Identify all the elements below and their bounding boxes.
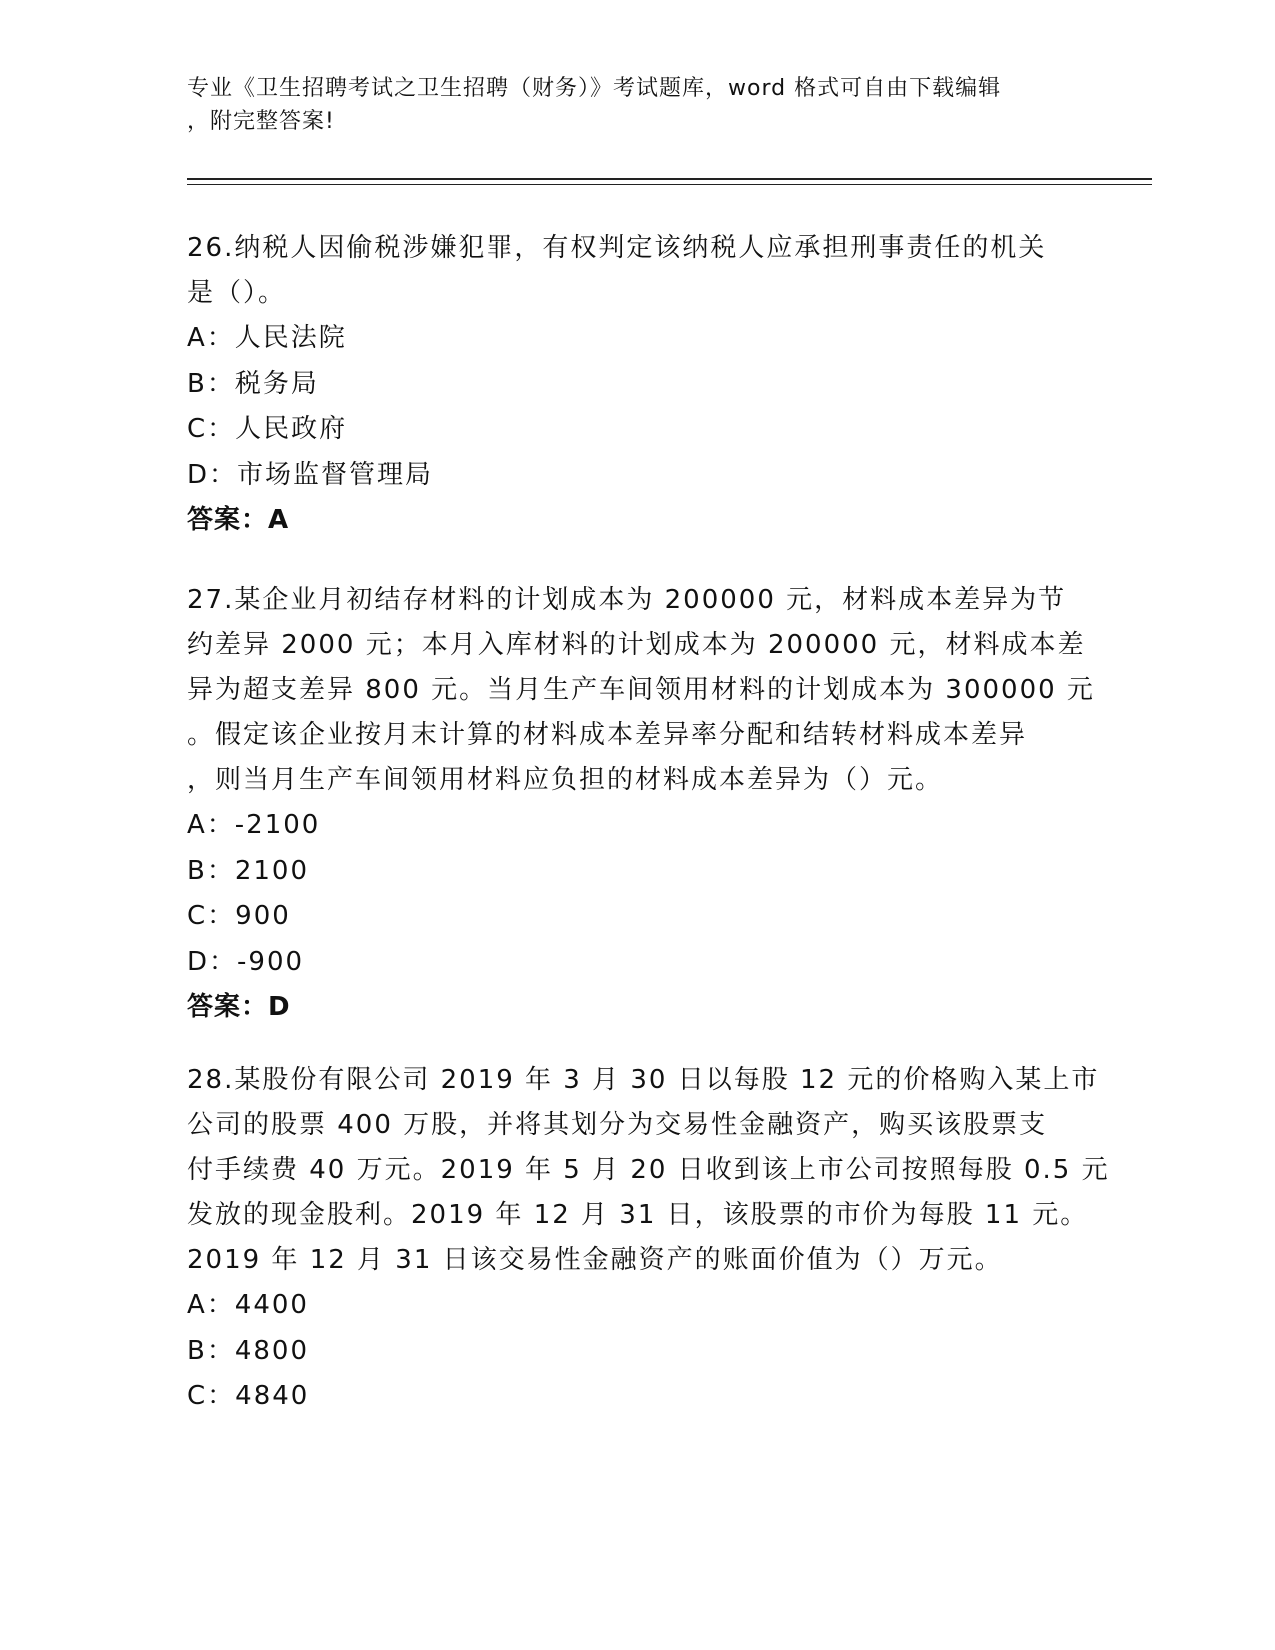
header-divider-thin [187, 184, 1152, 185]
option-c: C：4840 [187, 1381, 310, 1411]
stem-line: 是（）。 [187, 278, 287, 308]
stem-line: 约差异 2000 元；本月入库材料的计划成本为 200000 元，材料成本差 [187, 630, 1086, 660]
header-line-2: ，附完整答案! [187, 109, 335, 134]
question-28 [187, 1058, 1110, 1420]
question-27 [187, 578, 1095, 1030]
stem-line: 2019 年 12 月 31 日该交易性金融资产的账面价值为（）万元。 [187, 1245, 1003, 1275]
stem-line: 26.纳税人因偷税涉嫌犯罪，有权判定该纳税人应承担刑事责任的机关 [187, 233, 1047, 263]
question-stem [187, 1058, 1110, 1283]
answer: 答案：D [187, 992, 291, 1022]
option-a: A：4400 [187, 1290, 309, 1320]
question-stem [187, 226, 1087, 316]
option-d: D：市场监督管理局 [187, 459, 434, 490]
option-c: C：900 [187, 901, 291, 931]
option-b: B：4800 [187, 1335, 310, 1366]
option-c: C：人民政府 [187, 414, 348, 444]
stem-line: 。假定该企业按月末计算的材料成本差异率分配和结转材料成本差异 [187, 720, 1028, 750]
stem-line: ，则当月生产车间领用材料应负担的材料成本差异为（）元。 [187, 765, 944, 795]
option-a: A：人民法院 [187, 323, 347, 353]
header-divider-thick [187, 178, 1152, 180]
document-header [187, 72, 1067, 138]
question-stem [187, 578, 1095, 803]
stem-line: 28.某股份有限公司 2019 年 3 月 30 日以每股 12 元的价格购入某上市 [187, 1065, 1100, 1095]
stem-line: 发放的现金股利。2019 年 12 月 31 日，该股票的市价为每股 11 元。 [187, 1200, 1089, 1230]
question-26 [187, 226, 1087, 543]
stem-line: 异为超支差异 800 元。当月生产车间领用材料的计划成本为 300000 元 [187, 675, 1095, 705]
option-b: B：税务局 [187, 368, 319, 399]
option-b: B：2100 [187, 855, 310, 886]
option-a: A：-2100 [187, 810, 321, 840]
header-line-1: 专业《卫生招聘考试之卫生招聘（财务）》考试题库，word 格式可自由下载编辑 [187, 76, 1002, 101]
answer: 答案：A [187, 505, 290, 535]
stem-line: 公司的股票 400 万股，并将其划分为交易性金融资产，购买该股票支 [187, 1110, 1048, 1140]
stem-line: 付手续费 40 万元。2019 年 5 月 20 日收到该上市公司按照每股 0.5 元 [187, 1155, 1110, 1185]
option-d: D：-900 [187, 946, 305, 977]
stem-line: 27.某企业月初结存材料的计划成本为 200000 元，材料成本差异为节 [187, 585, 1067, 615]
